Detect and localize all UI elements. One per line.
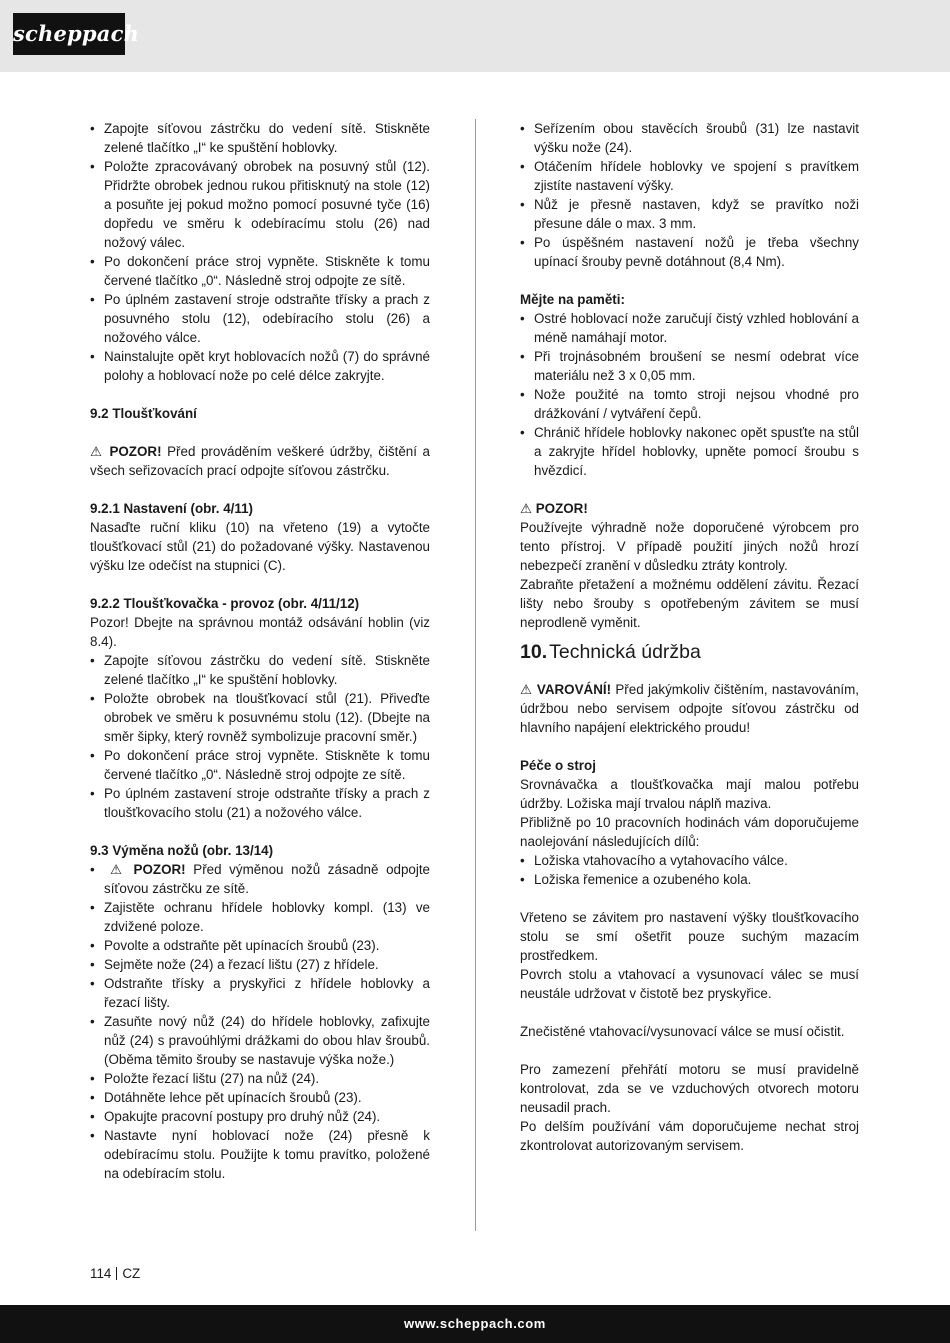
list-item: • Ostré hoblovací nože zaručují čistý vzhled hoblování a méně namáhají motor. — [520, 309, 859, 347]
warning-paragraph — [90, 442, 430, 480]
page-number — [90, 1264, 140, 1283]
section-heading-9-2: 9.2 Tloušťkování — [90, 406, 197, 421]
list-item: • Dotáhněte lehce pět upínacích šroubů (23). — [90, 1088, 430, 1107]
page-header — [0, 0, 950, 72]
list-item: • Ložiska řemenice a ozubeného kola. — [520, 870, 859, 889]
list-item: • Po úplném zastavení stroje odstraňte třísky a prach z tloušťkovacího stolu (21) a nožového válce. — [90, 784, 430, 822]
knife-adjust-list — [520, 119, 859, 271]
section-heading-9-3: 9.3 Výměna nožů (obr. 13/14) — [90, 843, 274, 858]
scheppach-logo: scheppach — [13, 13, 125, 55]
list-item: • Ložiska vtahovacího a vytahovacího válce. — [520, 851, 859, 870]
website-link[interactable]: www.scheppach.com — [404, 1316, 546, 1331]
lubrication-list — [520, 851, 859, 889]
remember-heading: Mějte na paměti: — [520, 292, 625, 307]
list-item: • Položte obrobek na tloušťkovací stůl (21). Přiveďte obrobek ve směru k posuvnému stolu (12). (Dbejte na směr šipky, který rovněž symbolizuje pracovní směr.) — [90, 689, 430, 746]
left-column — [90, 119, 430, 1183]
footer-bar — [0, 1305, 950, 1343]
right-column — [520, 119, 859, 1155]
list-item: • Zasuňte nový nůž (24) do hřídele hoblovky, zafixujte nůž (24) s pravoúhlými drážkami do obou hlav šroubů. (Oběma těmito šrouby se nastavuje výška nože.) — [90, 1012, 430, 1069]
warning-label: ⚠ POZOR! — [90, 444, 162, 459]
list-item: • Nůž je přesně nastaven, když se pravítko noži přesune dále o max. 3 mm. — [520, 195, 859, 233]
list-item: • Po dokončení práce stroj vypněte. Stiskněte k tomu červené tlačítko „0“. Následně stroj odpojte ze sítě. — [90, 252, 430, 290]
list-item: • Při trojnásobném broušení se nesmí odebrat více materiálu než 3 x 0,05 mm. — [520, 347, 859, 385]
knife-change-list — [90, 860, 430, 1183]
list-item: • Nastavte nyní hoblovací nože (24) přesně k odebíracímu stolu. Použijte k tomu pravítko, položené na odebíracím stolu. — [90, 1126, 430, 1183]
section-title: Technická údržba — [549, 641, 701, 663]
list-item: • Zapojte síťovou zástrčku do vedení sítě. Stiskněte zelené tlačítko „I“ ke spuštění hoblovky. — [90, 651, 430, 689]
remember-list — [520, 309, 859, 480]
warning-text: Před výměnou nožů zásadně odpojte síťovou zástrčku ze sítě. — [104, 862, 430, 896]
paragraph: Pozor! Dbejte na správnou montáž odsávání hoblin (viz 8.4). — [90, 615, 430, 649]
paragraph: Používejte výhradně nože doporučené výrobcem pro tento přístroj. V případě použití jiných nožů hrozí nebezpečí zranění v důsledku ztráty kontroly. — [520, 520, 859, 573]
paragraph: Vřeteno se závitem pro nastavení výšky tloušťkovacího stolu se smí ošetřit pouze suchým mazacím prostředkem. — [520, 910, 859, 963]
list-item: • Otáčením hřídele hoblovky ve spojení s pravítkem zjistíte nastavení výšky. — [520, 157, 859, 195]
paragraph: Pro zamezení přehřátí motoru se musí pravidelně kontrolovat, zda se ve vzduchových otvorech motoru neusadil prach. — [520, 1062, 859, 1115]
list-item: • Opakujte pracovní postupy pro druhý nůž (24). — [90, 1107, 430, 1126]
language-code: CZ — [122, 1266, 141, 1281]
warning-paragraph — [520, 680, 859, 737]
thicknessing-steps-list — [90, 651, 430, 822]
paragraph: Znečistěné vtahovací/vysunovací válce se musí očistit. — [520, 1024, 845, 1039]
list-item — [90, 860, 430, 898]
warning-label: ⚠ POZOR! — [110, 862, 186, 877]
list-item: • Sejměte nože (24) a řezací lištu (27) z hřídele. — [90, 955, 430, 974]
planing-steps-list — [90, 119, 430, 385]
page-separator — [116, 1267, 117, 1280]
list-item: • Zapojte síťovou zástrčku do vedení sítě. Stiskněte zelené tlačítko „I“ ke spuštění hoblovky. — [90, 119, 430, 157]
paragraph: Povrch stolu a vtahovací a vysunovací válec se musí neustále udržovat v čistotě bez pryskyřice. — [520, 967, 859, 1001]
warning-heading: ⚠ POZOR! — [520, 501, 588, 516]
list-item: • Zajistěte ochranu hřídele hoblovky kompl. (13) ve zdvižené poloze. — [90, 898, 430, 936]
warning-label: ⚠ VAROVÁNÍ! — [520, 682, 612, 697]
list-item: • Odstraňte třísky a pryskyřici z hřídele hoblovky a řezací lišty. — [90, 974, 430, 1012]
section-heading-9-2-1: 9.2.1 Nastavení (obr. 4/11) — [90, 501, 254, 516]
list-item: • Chránič hřídele hoblovky nakonec opět spusťte na stůl a zakryjte hřídel hoblovky, upněte pomocí šroubu s hvězdicí. — [520, 423, 859, 480]
list-item: • Nože použité na tomto stroji nejsou vhodné pro drážkování / vytváření čepů. — [520, 385, 859, 423]
paragraph: Srovnávačka a tloušťkovačka mají malou potřebu údržby. Ložiska mají trvalou náplň maziva. — [520, 777, 859, 811]
paragraph: Zabraňte přetažení a možnému oddělení závitu. Řezací lišty nebo šrouby s opotřebeným závitem se musí neprodleně vyměnit. — [520, 577, 859, 630]
list-item: • Po úplném zastavení stroje odstraňte třísky a prach z posuvného stolu (12), odebíracího stolu (26) a nožového válce. — [90, 290, 430, 347]
list-item: • Po úspěšném nastavení nožů je třeba všechny upínací šrouby pevně dotáhnout (8,4 Nm). — [520, 233, 859, 271]
section-heading-10 — [520, 640, 859, 664]
section-number: 10. — [520, 641, 548, 663]
care-heading: Péče o stroj — [520, 758, 596, 773]
column-divider — [475, 119, 476, 1231]
list-item: • Nainstalujte opět kryt hoblovacích nožů (7) do správné polohy a hoblovací nože po celé délce zakryjte. — [90, 347, 430, 385]
warning-text: Před prováděním veškeré údržby, čištění a všech seřizovacích prací odpojte síťovou zástrčku. — [90, 444, 430, 478]
paragraph: Nasaďte ruční kliku (10) na vřeteno (19) a vytočte tloušťkovací stůl (21) do požadované výšky. Nastavenou výšku lze odečíst na stupnici (C). — [90, 520, 430, 573]
paragraph: Přibližně po 10 pracovních hodinách vám doporučujeme naolejování následujících dílů: — [520, 815, 859, 849]
list-item: • Seřízením obou stavěcích šroubů (31) lze nastavit výšku nože (24). — [520, 119, 859, 157]
list-item: • Položte zpracovávaný obrobek na posuvný stůl (12). Přidržte obrobek jednou rukou přitisknutý na stole (12) a posuňte jej pokud možno pomocí posuvné tyče (16) dopředu ve směru k odebíracímu stolu (26) nad nožový válec. — [90, 157, 430, 252]
warning-text: Před jakýmkoliv čištěním, nastavováním, údržbou nebo servisem odpojte síťovou zástrčku od hlavního napájení elektrického proudu! — [520, 682, 859, 735]
list-item: • Po dokončení práce stroj vypněte. Stiskněte k tomu červené tlačítko „0“. Následně stroj odpojte ze sítě. — [90, 746, 430, 784]
list-item: • Povolte a odstraňte pět upínacích šroubů (23). — [90, 936, 430, 955]
page-number-value: 114 — [90, 1266, 112, 1281]
paragraph: Po delším používání vám doporučujeme nechat stroj zkontrolovat autorizovaným servisem. — [520, 1119, 859, 1153]
list-item: • Položte řezací lištu (27) na nůž (24). — [90, 1069, 430, 1088]
section-heading-9-2-2: 9.2.2 Tloušťkovačka - provoz (obr. 4/11/12) — [90, 596, 360, 611]
